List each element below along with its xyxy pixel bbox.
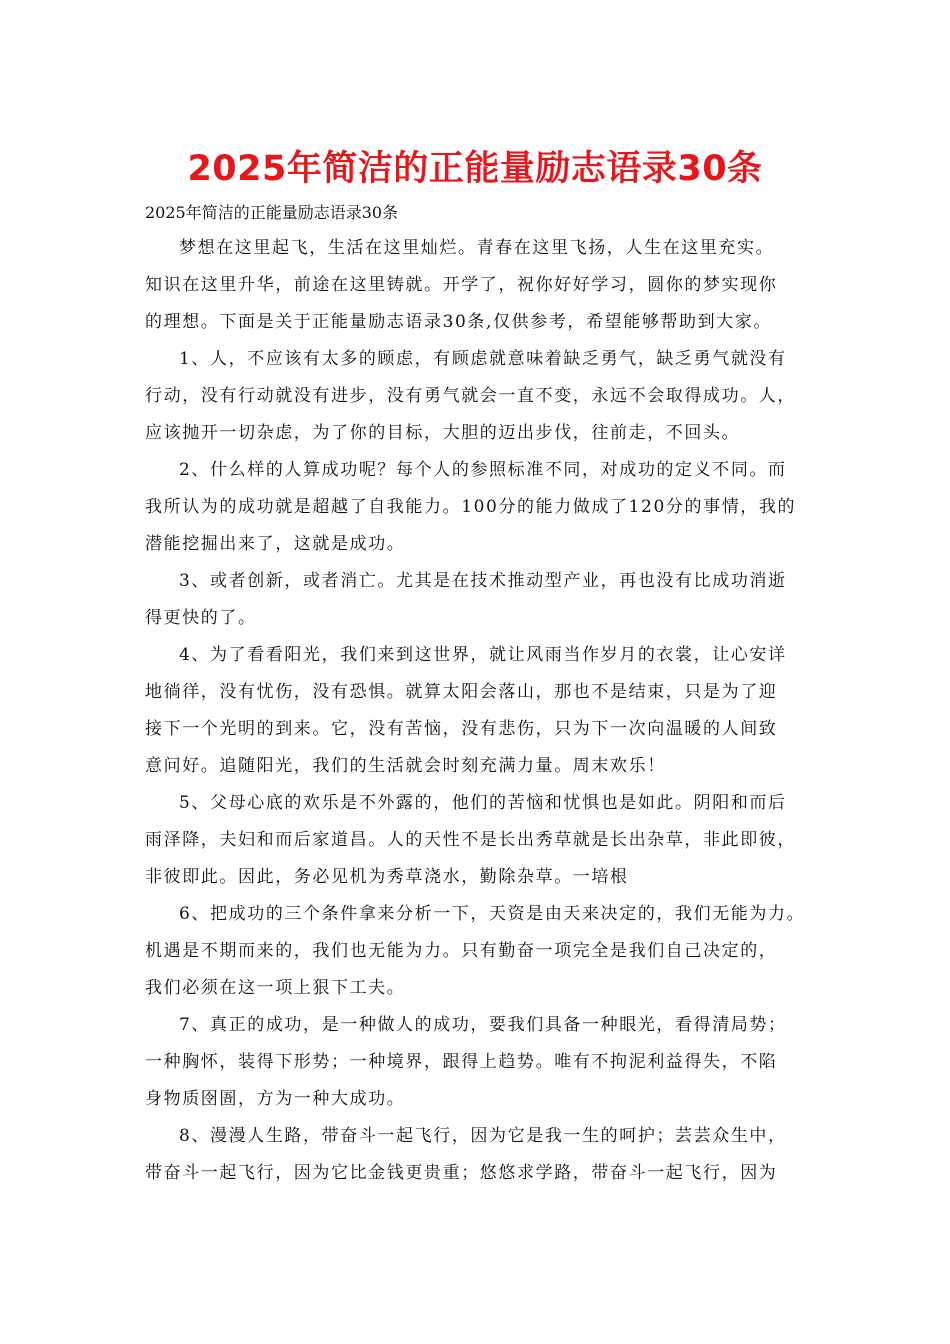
text-line: 雨泽降，夫妇和而后家道昌。人的天性不是长出秀草就是长出杂草，非此即彼， (145, 830, 796, 850)
text-line: 4、为了看看阳光，我们来到这世界，就让风雨当作岁月的衣裳，让心安详 (179, 645, 787, 665)
paragraph (145, 785, 825, 896)
text-line: 非彼即此。因此，务必见机为秀草浇水，勤除杂草。一培根 (145, 867, 629, 887)
text-line: 应该抛开一切杂虑，为了你的目标，大胆的迈出步伐，往前走，不回头。 (145, 423, 741, 443)
text-line: 5、父母心底的欢乐是不外露的，他们的苦恼和忧惧也是如此。阴阳和而后 (179, 793, 787, 813)
text-line: 意问好。追随阳光，我们的生活就会时刻充满力量。周末欢乐！ (145, 756, 666, 776)
text-line: 身物质囹圄，方为一种大成功。 (145, 1089, 406, 1109)
text-line: 机遇是不期而来的，我们也无能为力。只有勤奋一项完全是我们自己决定的， (145, 941, 778, 961)
text-line: 知识在这里升华，前途在这里铸就。开学了，祝你好好学习，圆你的梦实现你 (145, 275, 778, 295)
text-line: 6、把成功的三个条件拿来分析一下，天资是由天来决定的，我们无能为力。 (179, 904, 806, 924)
text-line: 带奋斗一起飞行，因为它比金钱更贵重；悠悠求学路，带奋斗一起飞行，因为 (145, 1163, 778, 1183)
text-line: 8、漫漫人生路，带奋斗一起飞行，因为它是我一生的呵护；芸芸众生中， (179, 1126, 787, 1146)
paragraph (145, 1118, 825, 1192)
document-body (145, 230, 825, 1192)
text-line: 一种胸怀，装得下形势；一种境界，跟得上趋势。唯有不拘泥利益得失，不陷 (145, 1052, 778, 1072)
text-line: 我们必须在这一项上狠下工夫。 (145, 978, 406, 998)
text-line: 2、什么样的人算成功呢？每个人的参照标准不同，对成功的定义不同。而 (179, 460, 787, 480)
document-title: 2025年简洁的正能量励志语录30条 (187, 149, 763, 189)
text-line: 梦想在这里起飞，生活在这里灿烂。青春在这里飞扬，人生在这里充实。 (179, 238, 775, 258)
document-subtitle: 2025年简洁的正能量励志语录30条 (145, 203, 399, 222)
text-line: 7、真正的成功，是一种做人的成功，要我们具备一种眼光，看得清局势； (179, 1015, 787, 1035)
text-line: 的理想。下面是关于正能量励志语录30条,仅供参考，希望能够帮助到大家。 (145, 312, 773, 332)
text-line: 潜能挖掘出来了，这就是成功。 (145, 534, 406, 554)
paragraph (145, 637, 825, 785)
paragraph (145, 452, 825, 563)
paragraph (145, 1007, 825, 1118)
paragraph (145, 896, 825, 1007)
text-line: 3、或者创新，或者消亡。尤其是在技术推动型产业，再也没有比成功消逝 (179, 571, 787, 591)
text-line: 我所认为的成功就是超越了自我能力。100分的能力做成了120分的事情，我的 (145, 497, 797, 517)
text-line: 行动，没有行动就没有进步，没有勇气就会一直不变，永远不会取得成功。人， (145, 386, 796, 406)
paragraph (145, 563, 825, 637)
text-line: 地徜徉，没有忧伤，没有恐惧。就算太阳会落山，那也不是结束，只是为了迎 (145, 682, 778, 702)
text-line: 1、人，不应该有太多的顾虑，有顾虑就意味着缺乏勇气，缺乏勇气就没有 (179, 349, 787, 369)
paragraph (145, 230, 825, 341)
paragraph (145, 341, 825, 452)
text-line: 接下一个光明的到来。它，没有苦恼，没有悲伤，只为下一次向温暖的人间致 (145, 719, 778, 739)
text-line: 得更快的了。 (145, 608, 257, 628)
